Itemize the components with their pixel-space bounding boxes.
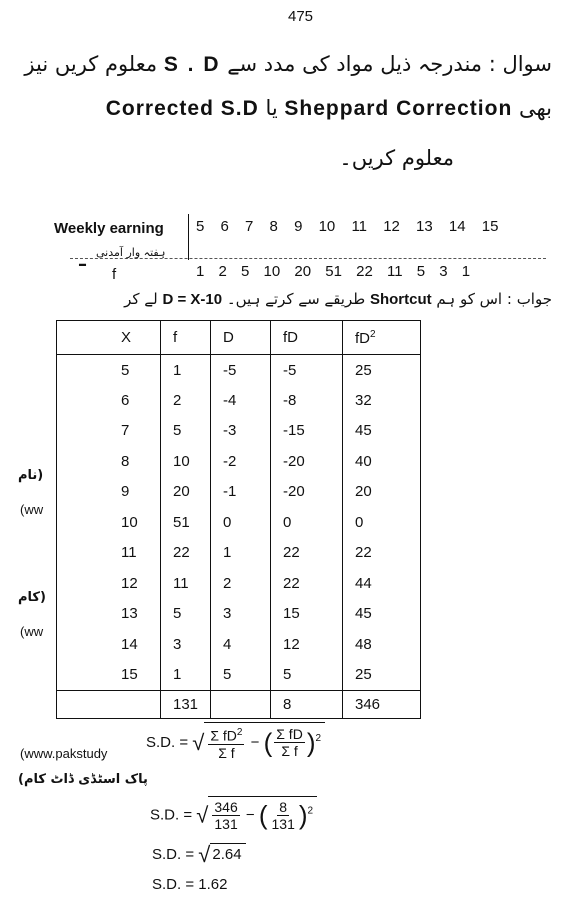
cell-f: 5 xyxy=(161,416,211,447)
cell-fd2: 25 xyxy=(343,355,421,386)
radicand-substituted: $\frac{346}{131}$ − ( $\frac{8}{131}$ )$^2$ xyxy=(208,796,317,832)
cell-fd: 15 xyxy=(271,599,343,630)
sum-fd: Σ fD xyxy=(276,726,303,743)
answer-text-a: جواب : اس کو ہم xyxy=(436,290,552,308)
table-row xyxy=(57,446,421,477)
header-x: X xyxy=(57,321,161,355)
cell-fd: -5 xyxy=(271,355,343,386)
header-fd: fD xyxy=(271,321,343,355)
x-value: 8 xyxy=(269,218,278,235)
sum-f: Σ f xyxy=(218,744,235,761)
answer-text-c: لے کر xyxy=(124,290,158,308)
cell-d: 1 xyxy=(211,538,271,569)
fraction-fd2-over-f: $\frac{\Sigma fD^2}{\text{Σ f}}$ xyxy=(210,727,243,761)
sqrt-icon: √ xyxy=(196,802,209,828)
margin-note-3-urdu: (پاک اسٹڈی ڈاٹ کام xyxy=(18,772,148,787)
weekly-earning-values xyxy=(196,218,510,235)
cell-x: 11 xyxy=(57,538,161,569)
cell-x: 8 xyxy=(57,446,161,477)
question-sd: S . D xyxy=(163,53,221,76)
question-text-b: معلوم کریں نیز xyxy=(24,52,158,76)
cell-f: 1 xyxy=(161,660,211,691)
cell-d: -3 xyxy=(211,416,271,447)
table-row xyxy=(57,599,421,630)
weekly-earning-urdu: ہفتہ وار آمدنی xyxy=(96,246,166,259)
cell-f: 2 xyxy=(161,385,211,416)
cell-fd2: 40 xyxy=(343,446,421,477)
cell-f: 11 xyxy=(161,568,211,599)
margin-note-2: (ww xyxy=(20,624,44,639)
table-row xyxy=(57,507,421,538)
question-text-a: سوال : مندرجہ ذیل مواد کی مدد سے xyxy=(227,52,552,76)
sqrt-icon: √ xyxy=(192,729,205,755)
f-value: 5 xyxy=(416,263,426,280)
cell-d: -5 xyxy=(211,355,271,386)
cell-x: 7 xyxy=(57,416,161,447)
cell-f: 3 xyxy=(161,629,211,660)
cell-d: -2 xyxy=(211,446,271,477)
cell-fd: -15 xyxy=(271,416,343,447)
f-label: f xyxy=(112,266,117,283)
value-346: 346 xyxy=(214,799,238,815)
cell-fd2: 45 xyxy=(343,416,421,447)
x-value: 14 xyxy=(448,218,466,235)
f-value: 3 xyxy=(439,263,448,280)
cell-x: 12 xyxy=(57,568,161,599)
header-fd2: $fD^2$ xyxy=(343,321,421,355)
fraction-fd-over-f xyxy=(274,726,305,759)
margin-note-3: (www.pakstudy xyxy=(20,746,108,761)
cell-f: 20 xyxy=(161,477,211,508)
question-line-2 xyxy=(106,96,552,121)
cell-fd: -20 xyxy=(271,446,343,477)
cell-f: 51 xyxy=(161,507,211,538)
sqrt-value: 2.64 xyxy=(210,843,245,863)
cell-fd2: 48 xyxy=(343,629,421,660)
table-row xyxy=(57,355,421,386)
cell-fd2: 44 xyxy=(343,568,421,599)
radicand-general: $\frac{\Sigma fD^2}{\text{Σ f}}$ − ( $\frac{\text{Σ fD}}{\text{Σ f}}$ )$^2$ xyxy=(204,722,325,761)
cell-f: 5 xyxy=(161,599,211,630)
cell-x: 13 xyxy=(57,599,161,630)
f-value: 10 xyxy=(263,263,281,280)
cell-d: 0 xyxy=(211,507,271,538)
cell-f: 10 xyxy=(161,446,211,477)
cell-fd2: 0 xyxy=(343,507,421,538)
f-value: 1 xyxy=(196,263,205,280)
answer-shortcut: Shortcut xyxy=(369,291,432,308)
table-row xyxy=(57,385,421,416)
cell-x: 5 xyxy=(57,355,161,386)
total-cell-d xyxy=(211,690,271,718)
cell-d: -1 xyxy=(211,477,271,508)
fraction-8-131 xyxy=(270,799,297,832)
formula-sqrt xyxy=(152,842,246,868)
table-row xyxy=(57,416,421,447)
f-value: 1 xyxy=(461,263,471,280)
sum-fd2: Σ fD xyxy=(210,727,237,744)
formula-sd-label-2: S.D. xyxy=(150,806,180,824)
table-row xyxy=(57,568,421,599)
margin-note-1: (ww xyxy=(20,502,44,517)
header-f: f xyxy=(161,321,211,355)
formula-result: S.D. = 1.62 xyxy=(152,876,228,893)
answer-text-b: طریقے سے کرتے ہیں۔ xyxy=(226,290,366,308)
answer-line xyxy=(124,290,552,308)
sqrt-icon: √ xyxy=(198,842,211,867)
cell-x: 10 xyxy=(57,507,161,538)
frequency-values xyxy=(196,263,480,280)
cell-fd: 0 xyxy=(271,507,343,538)
cell-x: 6 xyxy=(57,385,161,416)
cell-fd: 22 xyxy=(271,568,343,599)
cell-d: 5 xyxy=(211,660,271,691)
cell-d: 3 xyxy=(211,599,271,630)
table-total-row xyxy=(57,690,421,718)
cell-fd2: 25 xyxy=(343,660,421,691)
f-value: 11 xyxy=(386,263,403,280)
cell-fd: 22 xyxy=(271,538,343,569)
freq-separator xyxy=(188,214,189,260)
cell-fd2: 22 xyxy=(343,538,421,569)
cell-f: 22 xyxy=(161,538,211,569)
f-value: 22 xyxy=(356,263,373,280)
cell-fd: 12 xyxy=(271,629,343,660)
x-value: 10 xyxy=(318,218,336,235)
cell-fd: -8 xyxy=(271,385,343,416)
total-cell-fd2: 346 xyxy=(343,690,421,718)
question-corrected-sd: Corrected S.D xyxy=(105,97,259,120)
answer-d-expr: D = X-10 xyxy=(162,291,223,308)
cell-d: -4 xyxy=(211,385,271,416)
table-row xyxy=(57,538,421,569)
formula-sd-label-1: S.D. xyxy=(146,733,176,751)
value-131b: 131 xyxy=(271,816,295,832)
cell-fd: 5 xyxy=(271,660,343,691)
total-cell-x xyxy=(57,690,161,718)
total-cell-f: 131 xyxy=(161,690,211,718)
page-number: 475 xyxy=(288,8,314,25)
formula-sd-label-3: S.D. xyxy=(152,845,182,863)
dash-mark: – xyxy=(78,254,87,275)
cell-d: 4 xyxy=(211,629,271,660)
formula-general xyxy=(146,722,325,761)
cell-d: 2 xyxy=(211,568,271,599)
x-value: 5 xyxy=(196,218,205,235)
x-value: 13 xyxy=(416,218,433,235)
weekly-earning-label: Weekly earning xyxy=(54,220,164,237)
cell-x: 9 xyxy=(57,477,161,508)
x-value: 9 xyxy=(294,218,303,235)
x-value: 11 xyxy=(351,218,368,235)
f-value: 20 xyxy=(294,263,312,280)
x-value: 12 xyxy=(383,218,400,235)
cell-fd2: 45 xyxy=(343,599,421,630)
computation-table xyxy=(56,320,421,719)
cell-x: 15 xyxy=(57,660,161,691)
cell-fd2: 32 xyxy=(343,385,421,416)
formula-substituted xyxy=(150,796,317,832)
equals-sign: = xyxy=(179,733,189,751)
table-row xyxy=(57,660,421,691)
header-d: D xyxy=(211,321,271,355)
value-131: 131 xyxy=(214,816,238,832)
question-line-3: معلوم کریں۔ xyxy=(339,146,454,170)
x-value: 15 xyxy=(481,218,499,235)
x-value: 6 xyxy=(220,218,229,235)
value-8: 8 xyxy=(279,799,288,815)
question-line-1 xyxy=(24,52,552,77)
equals-sign-2: = xyxy=(183,806,193,824)
equals-sign-3: = xyxy=(185,845,195,863)
table-header-row xyxy=(57,321,421,355)
total-cell-fd: 8 xyxy=(271,690,343,718)
table-row xyxy=(57,477,421,508)
x-value: 7 xyxy=(245,218,254,235)
f-value: 2 xyxy=(218,263,227,280)
question-text-ya: یا xyxy=(265,96,278,120)
margin-note-1-urdu: نام) xyxy=(18,468,44,483)
table-row xyxy=(57,629,421,660)
f-value: 5 xyxy=(241,263,250,280)
margin-note-2-urdu: کام) xyxy=(18,590,46,605)
cell-fd2: 20 xyxy=(343,477,421,508)
fraction-346-131 xyxy=(212,799,239,832)
f-value: 51 xyxy=(325,263,342,280)
question-text-c: بھی xyxy=(518,96,552,120)
cell-x: 14 xyxy=(57,629,161,660)
cell-fd: -20 xyxy=(271,477,343,508)
question-sheppard: Sheppard Correction xyxy=(284,97,513,120)
sum-f-2: Σ f xyxy=(281,743,298,760)
cell-f: 1 xyxy=(161,355,211,386)
